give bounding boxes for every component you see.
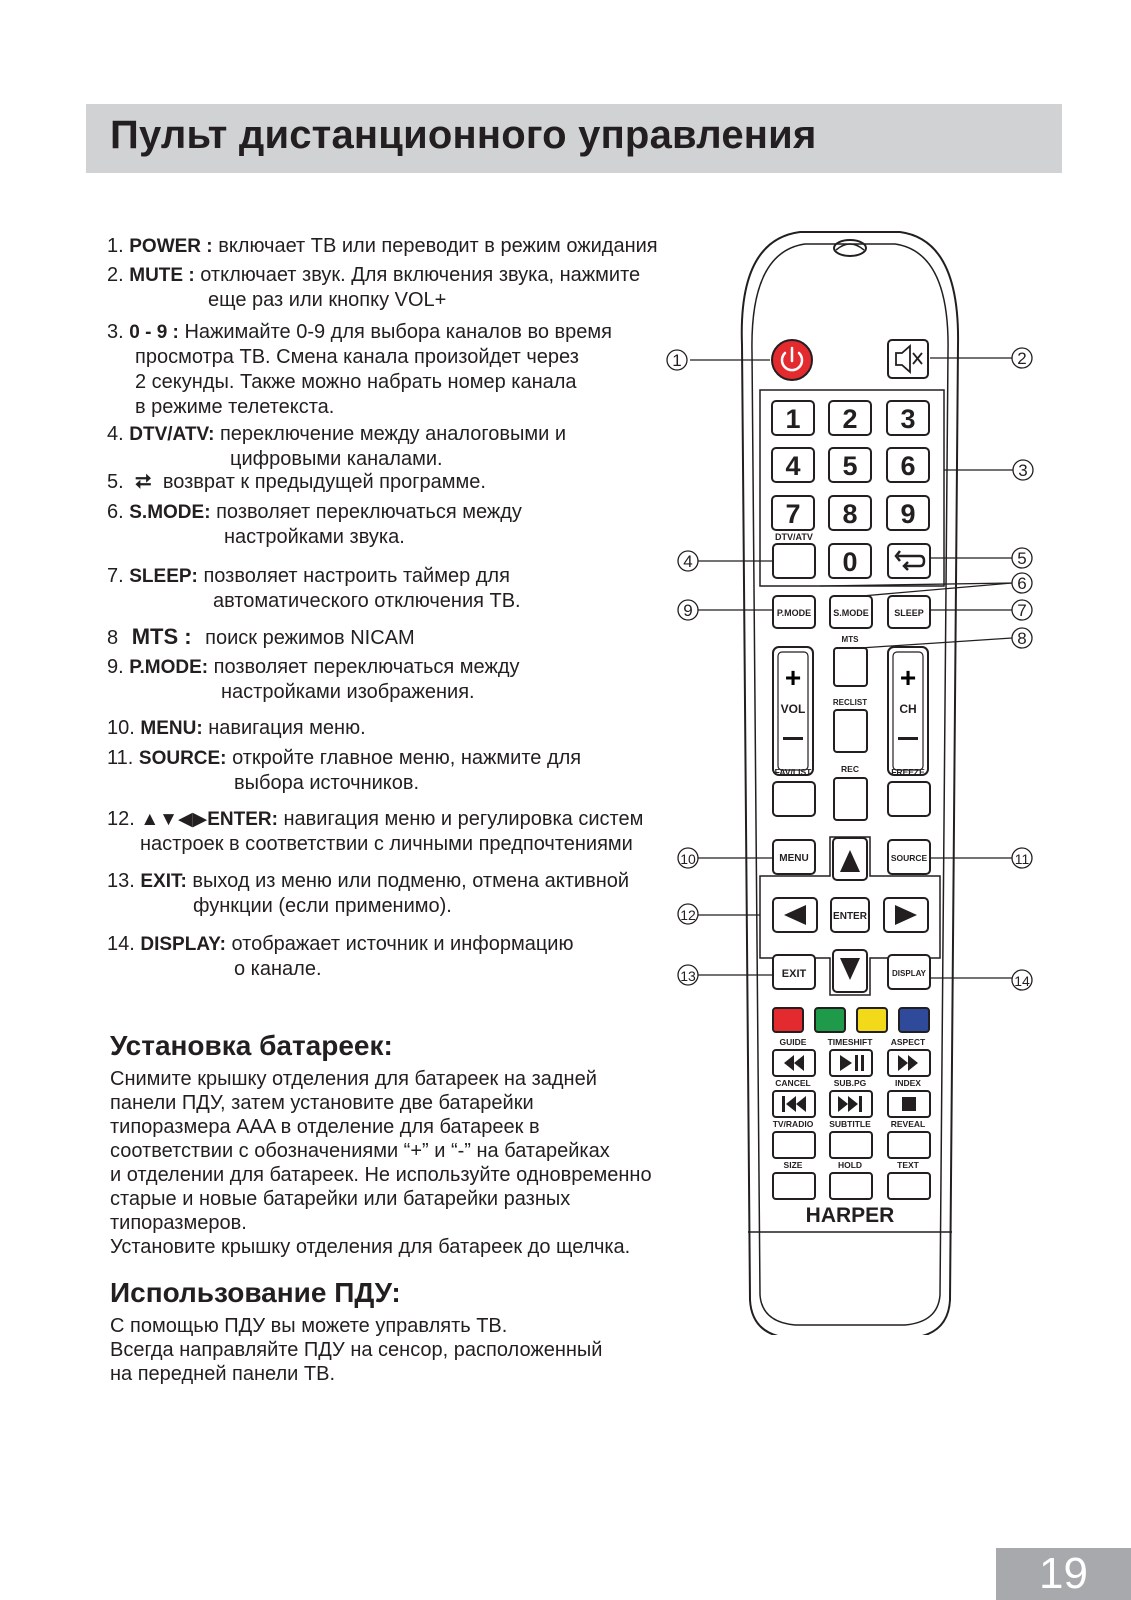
- freeze-label: FREEZE: [891, 767, 925, 777]
- list-item-pmode: 9. P.MODE: позволяет переключаться между настройками изображения.: [107, 656, 520, 703]
- mts-label: MTS: [841, 635, 859, 644]
- subtitle-button[interactable]: [830, 1132, 872, 1158]
- digit-label-7: 7: [785, 499, 801, 529]
- text-button[interactable]: [888, 1173, 930, 1199]
- mute-button[interactable]: [888, 340, 928, 378]
- subtitle-label: SUBTITLE: [829, 1119, 871, 1129]
- sleep-label: SLEEP: [894, 608, 924, 618]
- list-item-navigation: 12. ▲▼◀▶ENTER: навигация меню и регулировка систем настроек в соответствии с личными предпочтениями: [107, 808, 644, 855]
- callout-number-4: 4: [683, 552, 693, 571]
- hold-button[interactable]: [830, 1173, 872, 1199]
- menu-label: MENU: [779, 853, 809, 864]
- callout-number-14: 14: [1014, 973, 1030, 989]
- reveal-button[interactable]: [888, 1132, 930, 1158]
- battery-heading: Установка батареек:: [110, 1030, 393, 1061]
- list-item-exit: 13. EXIT: выход из меню или подменю, отмена активной функции (если применимо).: [107, 870, 630, 917]
- page-title: Пульт дистанционного управления: [110, 113, 817, 157]
- subpg-label: SUB.PG: [833, 1078, 867, 1088]
- digit-label-2: 2: [842, 404, 858, 434]
- digit-label-6: 6: [900, 451, 916, 481]
- list-item-recall: 5. ⮂ возврат к предыдущей программе.: [107, 471, 486, 493]
- text-label: TEXT: [897, 1160, 919, 1170]
- list-item-sleep: 7. SLEEP: позволяет настроить таймер для автоматического отключения ТВ.: [107, 565, 521, 612]
- list-item-smode: 6. S.MODE: позволяет переключаться между настройками звука.: [107, 501, 522, 548]
- list-item-source: 11. SOURCE: откройте главное меню, нажмите для выбора источников.: [107, 747, 582, 794]
- mts-button[interactable]: [834, 648, 867, 686]
- ch-plus-icon: +: [899, 662, 917, 693]
- list-item-digits: 3. 0 - 9 : Нажимайте 0-9 для выбора каналов во время просмотра ТВ. Смена канала произойдет через 2 секунды. Также можно набрать номер канала в режиме телетекста.: [107, 321, 612, 418]
- aspect-label: ASPECT: [890, 1037, 926, 1047]
- tv-radio-button[interactable]: [773, 1132, 815, 1158]
- green-button[interactable]: [815, 1008, 845, 1032]
- reclist-button[interactable]: [834, 710, 867, 752]
- red-button[interactable]: [773, 1008, 803, 1032]
- freeze-button[interactable]: [888, 782, 930, 816]
- reclist-label: RECLIST: [832, 698, 868, 707]
- rec-label: REC: [841, 764, 859, 774]
- size-button[interactable]: [773, 1173, 815, 1199]
- callout-number-11: 11: [1014, 851, 1030, 867]
- size-label: SIZE: [783, 1160, 803, 1170]
- dtv-atv-button[interactable]: [773, 544, 815, 578]
- list-item-mute: 2. MUTE : отключает звук. Для включения звука, нажмите еще раз или кнопку VOL+: [107, 264, 641, 311]
- callout-number-10: 10: [680, 851, 696, 867]
- cancel-label: CANCEL: [775, 1078, 811, 1088]
- rec-button[interactable]: [834, 778, 867, 820]
- fav-list-label: FAV/LIST: [774, 767, 812, 777]
- callout-number-6: 6: [1017, 574, 1027, 593]
- list-item-dtv-atv: 4. DTV/ATV: переключение между аналоговыми и цифровыми каналами.: [107, 423, 567, 470]
- pmode-label: P.MODE: [776, 608, 812, 618]
- callout-number-12: 12: [680, 907, 696, 923]
- callout-number-1: 1: [672, 351, 682, 370]
- usage-text: С помощью ПДУ вы можете управлять ТВ. Всегда направляйте ПДУ на сенсор, расположенный на передней панели ТВ.: [110, 1315, 603, 1385]
- stop-icon: [902, 1097, 916, 1111]
- digit-label-4: 4: [785, 451, 801, 481]
- ch-minus-icon: [898, 737, 918, 740]
- ch-label: CH: [899, 702, 917, 716]
- vol-minus-icon: [783, 737, 803, 740]
- title-bar: [86, 104, 1062, 173]
- usage-heading: Использование ПДУ:: [110, 1277, 401, 1308]
- exit-label: EXIT: [781, 968, 807, 980]
- hold-label: HOLD: [837, 1160, 863, 1170]
- vol-label: VOL: [780, 702, 806, 716]
- callout-number-2: 2: [1017, 349, 1027, 368]
- source-label: SOURCE: [890, 853, 928, 863]
- callout-number-9: 9: [683, 601, 693, 620]
- guide-label: GUIDE: [779, 1037, 807, 1047]
- digit-label-9: 9: [900, 499, 916, 529]
- page-number: 19: [996, 1548, 1131, 1600]
- fav-list-button[interactable]: [773, 782, 815, 816]
- list-item-power: 1. POWER : включает ТВ или переводит в режим ожидания: [107, 235, 658, 257]
- list-item-menu: 10. MENU: навигация меню.: [107, 717, 366, 739]
- dtv-atv-label: DTV/ATV: [775, 532, 813, 542]
- digit-label-8: 8: [842, 499, 858, 529]
- recall-icon: ⮂: [135, 471, 152, 493]
- digit-label-1: 1: [785, 404, 801, 434]
- index-label: INDEX: [895, 1078, 921, 1088]
- callout-number-3: 3: [1018, 461, 1028, 480]
- timeshift-label: TIMESHIFT: [827, 1037, 873, 1047]
- digit-label-5: 5: [842, 451, 858, 481]
- battery-text: Снимите крышку отделения для батареек на задней панели ПДУ, затем установите две батарейки типоразмера AAA в отделение для батареек в соответствии с обозначениями “+” и “-” на батарейках и отделении для батареек. Не используйте одновременно старые и новые батарейки или батарейки разных типоразмеров. Установите крышку отделения для батареек до щелчка.: [110, 1068, 652, 1258]
- tv-radio-label: TV/RADIO: [772, 1119, 814, 1129]
- reveal-label: REVEAL: [890, 1119, 926, 1129]
- display-label: DISPLAY: [892, 969, 926, 978]
- blue-button[interactable]: [899, 1008, 929, 1032]
- vol-plus-icon: +: [784, 662, 802, 693]
- enter-label: ENTER: [833, 911, 867, 922]
- remote-control-illustration: [660, 225, 1060, 1335]
- callout-number-5: 5: [1017, 549, 1027, 568]
- digit-label-3: 3: [900, 404, 916, 434]
- yellow-button[interactable]: [857, 1008, 887, 1032]
- brand-logo: HARPER: [805, 1204, 895, 1227]
- callout-number-7: 7: [1017, 601, 1027, 620]
- smode-label: S.MODE: [833, 608, 869, 618]
- callout-number-13: 13: [680, 968, 696, 984]
- digit-label-0: 0: [842, 547, 858, 577]
- callout-number-8: 8: [1017, 629, 1027, 648]
- list-item-display: 14. DISPLAY: отображает источник и информацию о канале.: [107, 933, 574, 980]
- list-item-mts: 8 MTS : поиск режимов NICAM: [107, 624, 415, 649]
